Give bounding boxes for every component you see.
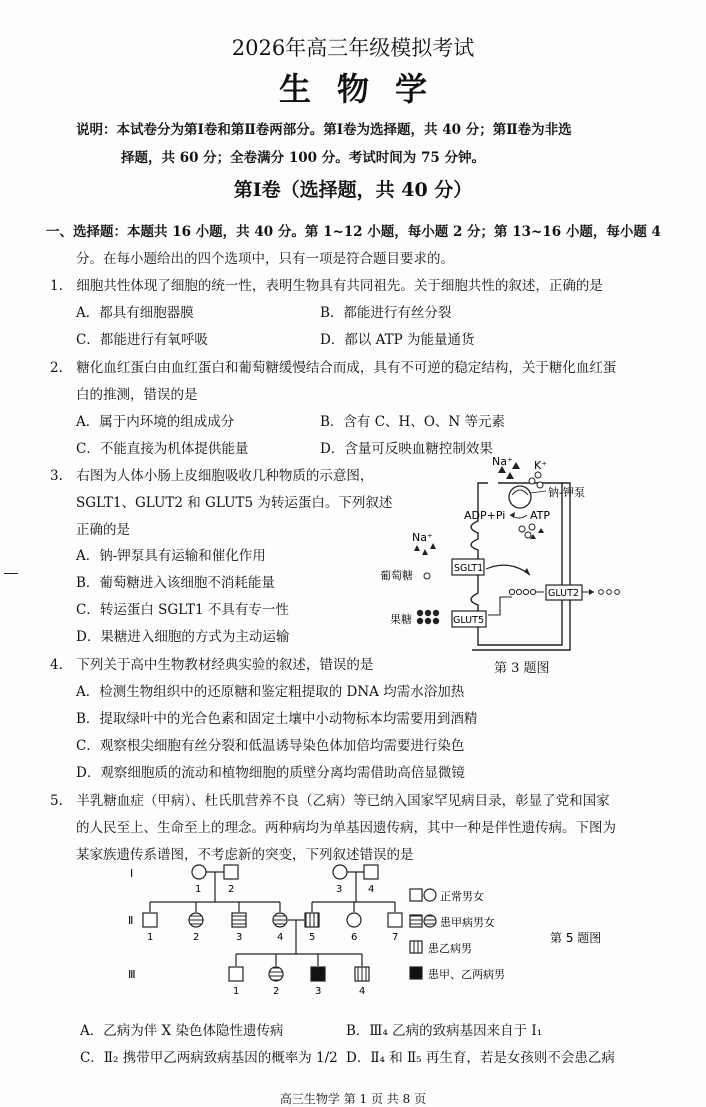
q5-option-c: C．Ⅱ₂ 携带甲乙两病致病基因的概率为 1/2 [80,1050,338,1066]
III-num-4: 4 [359,986,366,997]
exam-title: 2026年高三年级模拟考试 [231,36,475,60]
q2-stem-line1: 2. 糖化血红蛋白由血红蛋白和葡萄糖缓慢结合而成，具有不可逆的稳定结构，关于糖化血红蛋 [50,360,617,376]
q5-stem-line2: 的人民至上、生命至上的理念。两种病均为单基因遗传病，其中一种是伴性遗传病。下图为 [76,820,616,836]
label-glut2: GLUT2 [548,588,579,599]
q4-option-b: B．提取绿叶中的光合色素和固定土壤中小动物标本均需要用到酒精 [76,711,478,727]
q3-option-c: C．转运蛋白 SGLT1 不具有专一性 [76,602,289,618]
q1-option-c: C．都能进行有氧呼吸 [76,332,208,348]
label-na-top: Na⁺ [492,455,513,468]
II-num-1: 1 [147,932,154,943]
instructions-line1: 说明：本试卷分为第Ⅰ卷和第Ⅱ卷两部分。第Ⅰ卷为选择题，共 40 分；第Ⅱ卷为非选 [76,122,572,138]
label-glut5: GLUT5 [453,615,484,626]
I-num-3: 3 [336,884,343,895]
pedigree-III4 [355,967,369,981]
gen-label-1: Ⅰ [130,867,134,880]
potassium-circles [529,472,543,488]
q4-option-a: A．检测生物组织中的还原糖和鉴定粗提取的 DNA 均需水浴加热 [76,684,465,700]
q3-option-b: B．葡萄糖进入该细胞不消耗能量 [76,575,275,591]
II-num-5: 5 [309,932,316,943]
q2-option-a: A．属于内环境的组成成分 [76,414,235,430]
pedigree-II7 [388,913,402,927]
section-title: 第Ⅰ卷（选择题，共 40 分） [233,179,473,201]
III-num-2: 2 [273,986,280,997]
page-footer: 高三生物学 第 1 页 共 8 页 [279,1092,427,1106]
I-num-1: 1 [195,884,202,895]
II-num-3: 3 [236,932,243,943]
q3-option-a: A．钠-钾泵具有运输和催化作用 [76,548,266,564]
q2-option-d: D．含量可反映血糖控制效果 [320,441,493,457]
label-atp: ATP [530,509,551,522]
q4-stem: 4. 下列关于高中生物教材经典实验的叙述，错误的是 [50,657,374,673]
fructose-dots [417,610,439,624]
label-adp: ADP+Pi [464,509,506,522]
q5-option-b: B．Ⅲ₄ 乙病的致病基因来自于 Ⅰ₁ [346,1023,543,1039]
part-one-line1: 一、选择题：本题共 16 小题，共 40 分。第 1~12 小题，每小题 2 分；第 13~16 小题，每小题 4 [46,224,661,240]
pedigree-II6 [347,913,361,927]
q1-stem: 1. 细胞共性体现了细胞的统一性，表明生物具有共同祖先。关于细胞共性的叙述，正确的是 [50,278,603,294]
subject-title: 生物学 [278,70,453,108]
pedigree-II1 [143,913,157,927]
q3-stem-line2: SGLT1、GLUT2 和 GLUT5 为转运蛋白。下列叙述 [76,495,393,511]
label-fructose: 果糖 [390,613,412,626]
q3-stem-line1: 3. 右图为人体小肠上皮细胞吸收几种物质的示意图， [50,468,374,484]
pedigree-I3 [333,865,347,879]
q5-stem-line1: 5. 半乳糖血症（甲病）、杜氏肌营养不良（乙病）等已纳入国家罕见病目录，彰显了党和国家 [50,793,610,809]
q1-option-a: A．都具有细胞器膜 [76,305,194,321]
pedigree-III2 [269,967,283,981]
legend-both: 患甲、乙两病男 [428,968,505,981]
margin-mark [4,573,18,574]
pedigree-III3 [311,967,325,981]
label-k: K⁺ [534,459,548,472]
instructions-line2: 择题，共 60 分；全卷满分 100 分。考试时间为 75 分钟。 [121,150,485,166]
pedigree-II3 [232,913,246,927]
part-one-line2: 分。在每小题给出的四个选项中，只有一项是符合题目要求的。 [76,251,454,267]
label-sglt1: SGLT1 [454,563,484,574]
legend-disease-b: 患乙病男 [428,942,472,955]
II-num-2: 2 [193,932,200,943]
I-num-2: 2 [228,884,235,895]
q1-option-d: D．都以 ATP 为能量通货 [320,332,475,348]
pump-icon [509,486,531,508]
legend-normal: 正常男女 [440,890,484,903]
pedigree-I1 [192,865,206,879]
pedigree-II5 [305,913,319,927]
II-num-4: 4 [277,932,284,943]
q4-option-c: C．观察根尖细胞有丝分裂和低温诱导染色体加倍均需要进行染色 [76,738,465,754]
I-num-4: 4 [368,884,375,895]
q2-option-b: B．含有 C、H、O、N 等元素 [320,414,505,430]
sodium-triangles-left [414,543,436,555]
label-glucose: 葡萄糖 [380,569,413,582]
q5-figure-caption: 第 5 题图 [550,931,602,945]
q5-option-d: D．Ⅱ₄ 和 Ⅱ₅ 再生育，若是女孩则不会患乙病 [346,1050,615,1066]
II-num-7: 7 [392,932,399,943]
label-pump: 钠-钾泵 [548,486,585,499]
q4-option-d: D．观察细胞质的流动和植物细胞的质壁分离均需借助高倍显微镜 [76,765,465,781]
q5-option-a: A．乙病为伴 X 染色体隐性遗传病 [80,1023,284,1039]
III-num-3: 3 [315,986,322,997]
q2-stem-line2: 白的推测，错误的是 [76,387,198,403]
q3-stem-line3: 正确的是 [76,522,130,538]
III-num-1: 1 [233,986,240,997]
pedigree-II4 [273,913,287,927]
q3-option-d: D．果糖进入细胞的方式为主动运输 [76,629,290,645]
q3-figure-caption: 第 3 题图 [494,661,550,676]
pedigree-II2 [189,913,203,927]
gen-label-3: Ⅲ [128,968,136,981]
q2-option-c: C．不能直接为机体提供能量 [76,441,249,457]
q3-cell-diagram [380,455,626,655]
gen-label-2: Ⅱ [128,914,134,927]
q5-stem-line3: 某家族遗传系谱图，不考虑新的突变，下列叙述错误的是 [76,847,414,863]
II-num-6: 6 [351,932,358,943]
legend-disease-a: 患甲病男女 [440,916,495,929]
pedigree-III1 [229,967,243,981]
pedigree-I2 [224,865,238,879]
pedigree-I4 [364,865,378,879]
q5-pedigree [120,862,640,1012]
label-na-left: Na⁺ [412,531,433,544]
q1-option-b: B．都能进行有丝分裂 [320,305,452,321]
